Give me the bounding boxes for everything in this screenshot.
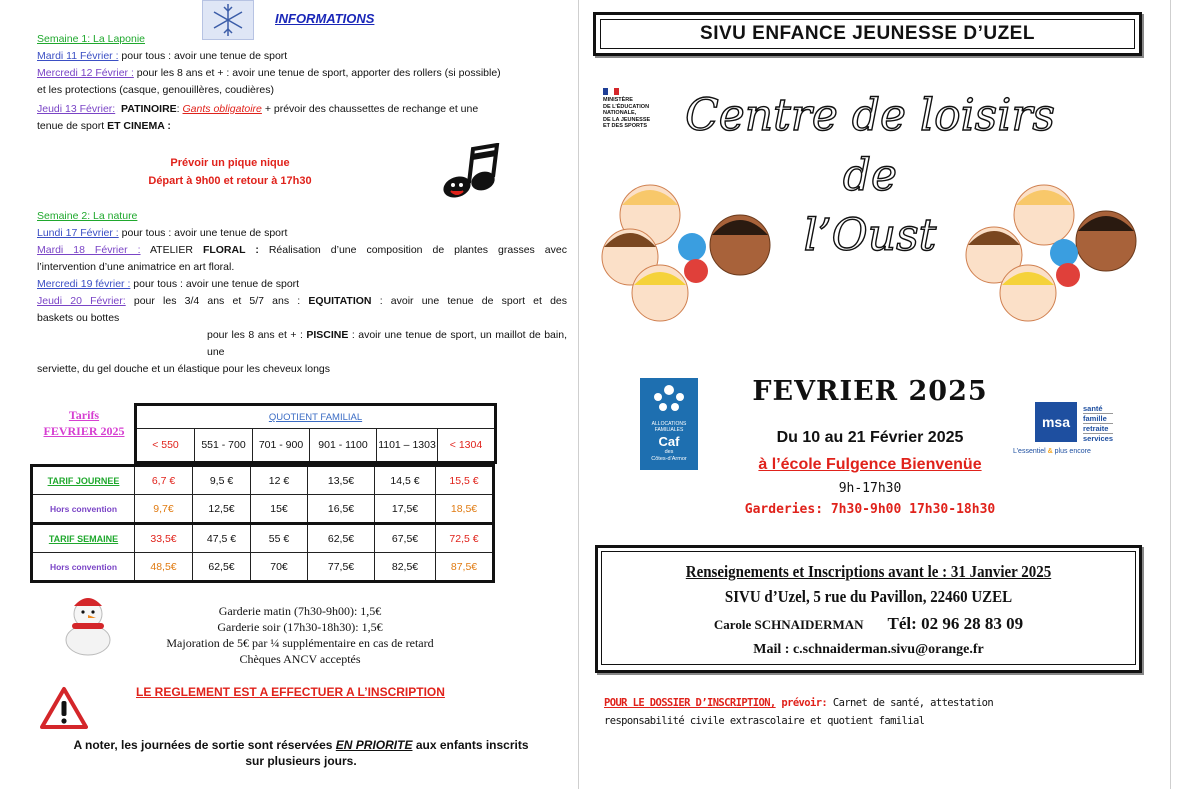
priority-note: A noter, les journées de sortie sont réservées EN PRIORITE aux enfants inscrits sur plusieurs jours. (73, 738, 529, 768)
week2-line-thu3: pour les 8 ans et + : PISCINE : avoir une tenue de sport, un maillot de bain, une (207, 329, 567, 358)
table-row (32, 466, 494, 495)
week2-line-mon: Lundi 17 Février : pour tous : avoir une tenue de sport (37, 227, 288, 239)
sivu-address: SIVU d’Uzel, 5 rue du Pavillon, 22460 UZEL (724, 587, 1013, 606)
cell: 15€ (251, 495, 308, 524)
warning-icon (40, 686, 88, 730)
cell: 87,5€ (436, 553, 494, 582)
week1-line-wed: Mercredi 12 Février : pour les 8 ans et + : avoir une tenue de sport, apporter des rollers (si possible) (37, 67, 501, 79)
reglement-notice: LE REGLEMENT EST A EFFECTUER A L’INSCRIPTION (136, 685, 445, 699)
week1-line-thu: Jeudi 13 Février: PATINOIRE: Gants obligatoire + prévoir des chaussettes de rechange et une (37, 103, 479, 115)
week1-block (37, 31, 567, 135)
row-label: TARIF SEMAINE (32, 524, 135, 553)
week2-block (37, 208, 567, 378)
table-row (32, 495, 494, 524)
week2-line-tue2: l’intervention d’une animatrice en art floral. (37, 261, 235, 273)
sivu-header: SIVU ENFANCE JEUNESSE D’UZEL (593, 12, 1142, 56)
bracket-3: 701 - 900 (253, 429, 310, 463)
week2-line-tue: Mardi 18 Février : ATELIER FLORAL : Réalisation d’une composition de plantes grasses avec (37, 244, 567, 256)
cell: 12 € (251, 466, 308, 495)
mail-line: Mail : c.schnaiderman.sivu@orange.fr (753, 642, 984, 657)
cell: 62,5€ (308, 524, 375, 553)
inscriptions-deadline: Renseignements et Inscriptions avant le : 31 Janvier 2025 (685, 562, 1052, 581)
tarifs-label: Tarifs FEVRIER 2025 (43, 408, 125, 438)
bracket-2: 551 - 700 (195, 429, 253, 463)
tarif-table-body-wrap (30, 464, 495, 583)
bracket-4: 901 - 1100 (310, 429, 377, 463)
kids-illustration-left (600, 175, 780, 325)
bracket-5: 1101 – 1303 (377, 429, 438, 463)
cell: 33,5€ (135, 524, 193, 553)
tarif-table-body (30, 464, 495, 583)
column-divider (578, 0, 579, 789)
flag-icon (603, 88, 619, 95)
cell: 17,5€ (375, 495, 436, 524)
cell: 62,5€ (193, 553, 251, 582)
week2-line-thu4: serviette, du gel douche et un élastique pour les cheveux longs (37, 363, 331, 375)
msa-mark-icon: msa (1035, 402, 1077, 442)
week2-line-thu: Jeudi 20 Février: pour les 3/4 ans et 5/7 ans : EQUITATION : avoir une tenue de sport et des (37, 295, 568, 307)
dossier-note: POUR LE DOSSIER D’INSCRIPTION, prévoir: Carnet de santé, attestation responsabilité civile extrascolaire et quotient familial (604, 697, 994, 727)
picnic-note: Prévoir un pique nique Départ à 9h00 et retour à 17h30 (148, 157, 312, 187)
cell: 16,5€ (308, 495, 375, 524)
week1-line-tue: Mardi 11 Février : pour tous : avoir une tenue de sport (37, 50, 288, 62)
week2-title: Semaine 2: La nature (37, 210, 138, 222)
school-line: à l’école Fulgence Bienvenüe (758, 456, 982, 473)
caf-logo: ALLOCATIONS FAMILIALES Caf des Côtes-d’Armor (640, 378, 698, 470)
bracket-1: < 550 (136, 429, 195, 463)
cell: 15,5 € (436, 466, 494, 495)
cell: 70€ (251, 553, 308, 582)
inscriptions-box (595, 545, 1142, 673)
bracket-6: < 1304 (438, 429, 496, 463)
cell: 12,5€ (193, 495, 251, 524)
garderie-block: Garderie matin (7h30-9h00): 1,5€ Garderie soir (17h30-18h30): 1,5€ Majoration de 5€ par ¼ supplémentaire en cas de retard Chèques ANCV acceptés (166, 604, 434, 666)
music-note-icon (437, 143, 503, 209)
snowman-icon (58, 592, 118, 656)
week1-line-thu2: tenue de sport ET CINEMA : (37, 120, 171, 132)
cell: 14,5 € (375, 466, 436, 495)
month-title: FEVRIER 2025 (752, 376, 988, 407)
cell: 9,5 € (193, 466, 251, 495)
qf-header: QUOTIENT FAMILIAL (136, 405, 496, 429)
cell: 47,5 € (193, 524, 251, 553)
dates-line: Du 10 au 21 Février 2025 (776, 429, 964, 446)
kids-illustration-right (964, 175, 1144, 325)
cell: 67,5€ (375, 524, 436, 553)
row-label: TARIF JOURNEE (32, 466, 135, 495)
cell: 6,7 € (135, 466, 193, 495)
centre-title: Centre de loisirs de l’Oust (685, 90, 1055, 261)
hours-line: 9h-17h30 (838, 481, 902, 496)
table-row (32, 553, 494, 582)
row-label: Hors convention (32, 495, 135, 524)
week1-title: Semaine 1: La Laponie (37, 33, 145, 45)
cell: 18,5€ (436, 495, 494, 524)
week2-line-wed: Mercredi 19 février : pour tous : avoir une tenue de sport (37, 278, 300, 290)
week1-line-wed2: et les protections (casque, genouillères, coudières) (37, 84, 274, 96)
caf-emblem-icon (640, 378, 698, 416)
tarif-table-wrap (134, 403, 497, 464)
garderies-line: Garderies: 7h30-9h00 17h30-18h30 (744, 502, 996, 517)
msa-logo: msa santé famille retraite services L’essentiel & plus encore (1013, 404, 1114, 455)
week2-line-thu2: baskets ou bottes (37, 312, 120, 324)
table-row (32, 524, 494, 553)
tarif-table-header (134, 403, 497, 464)
cell: 48,5€ (135, 553, 193, 582)
row-label: Hors convention (32, 553, 135, 582)
cell: 13,5€ (308, 466, 375, 495)
cell: 82,5€ (375, 553, 436, 582)
info-title: INFORMATIONS (275, 11, 375, 26)
cell: 72,5 € (436, 524, 494, 553)
cell: 55 € (251, 524, 308, 553)
cell: 77,5€ (308, 553, 375, 582)
ministere-logo: MINISTÈRE DE L’ÉDUCATION NATIONALE, DE LA JEUNESSE ET DES SPORTS (603, 88, 673, 130)
cell: 9,7€ (135, 495, 193, 524)
page-edge (1170, 0, 1171, 789)
contact-line: Carole SCHNAIDERMAN Tél: 02 96 28 83 09 (713, 614, 1024, 633)
